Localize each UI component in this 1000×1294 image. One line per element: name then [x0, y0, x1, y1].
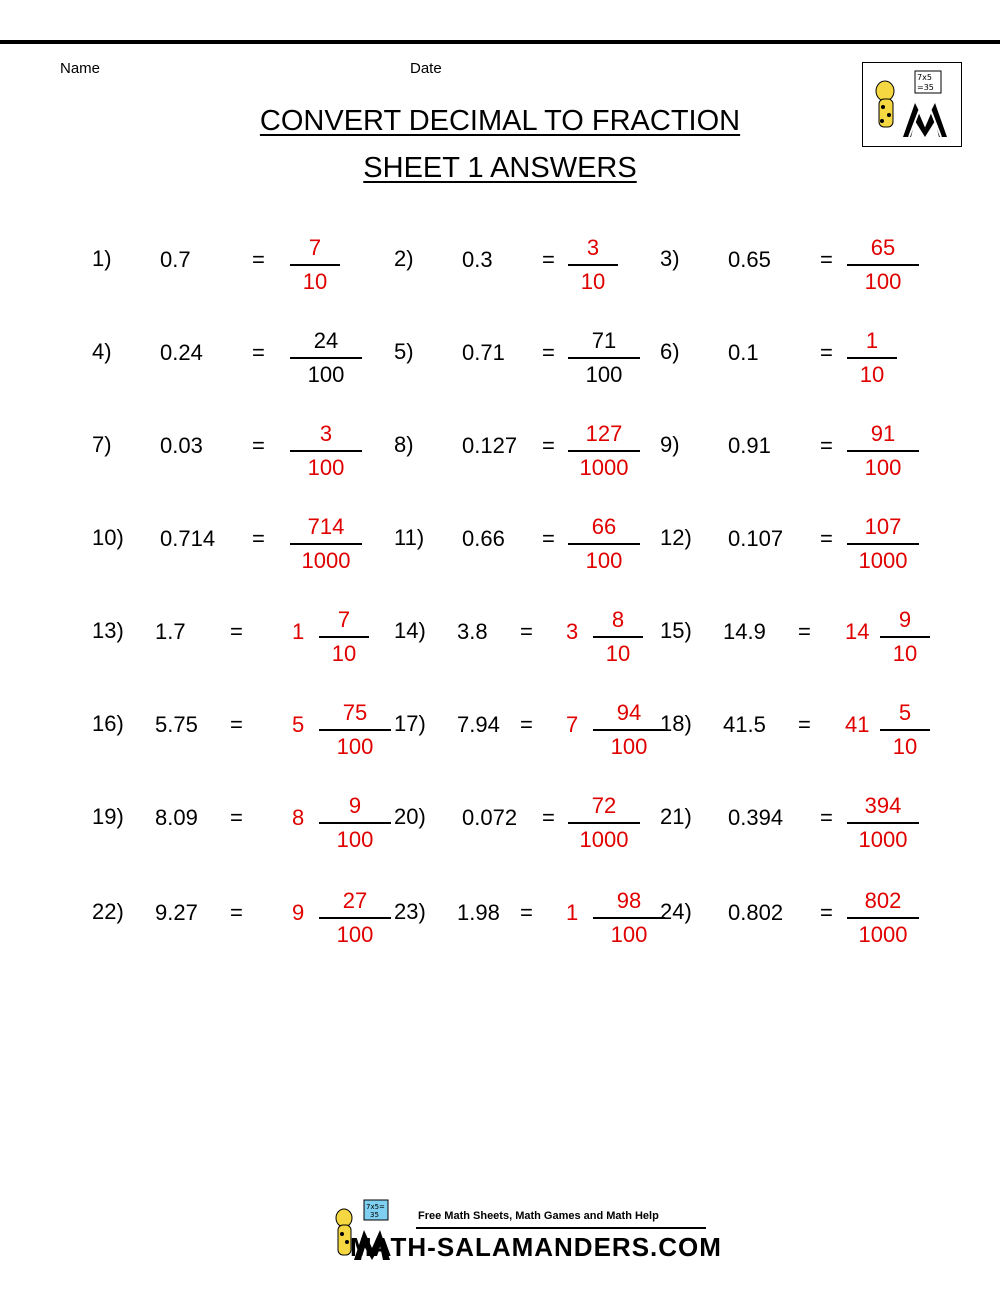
date-label: Date — [410, 60, 442, 77]
denominator: 1000 — [579, 827, 629, 852]
denominator: 10 — [580, 269, 606, 294]
decimal-value: 0.91 — [728, 433, 771, 458]
denominator: 10 — [892, 734, 918, 759]
denominator: 100 — [585, 362, 623, 387]
numerator: 66 — [591, 514, 617, 539]
problem-number: 9) — [660, 432, 680, 457]
problem-number: 23) — [394, 899, 426, 924]
page-subtitle: SHEET 1 ANSWERS — [363, 152, 637, 184]
denominator: 10 — [859, 362, 885, 387]
whole-number: 8 — [292, 805, 305, 830]
fraction-bar — [847, 450, 919, 452]
equals-sign: = — [820, 247, 833, 272]
fraction-bar — [568, 822, 640, 824]
numerator: 72 — [591, 793, 617, 818]
numerator: 9 — [898, 607, 912, 632]
decimal-value: 0.127 — [462, 433, 518, 458]
problem-number: 16) — [92, 711, 124, 736]
problem-number: 1) — [92, 246, 112, 271]
equals-sign: = — [252, 247, 265, 272]
problem-number: 2) — [394, 246, 414, 271]
fraction — [285, 419, 367, 483]
fraction — [563, 419, 645, 483]
whole-number: 1 — [566, 900, 579, 925]
problem-number: 20) — [394, 804, 426, 829]
denominator: 100 — [610, 734, 648, 759]
problem-number: 7) — [92, 432, 112, 457]
fraction-bar — [319, 729, 391, 731]
problem-number: 15) — [660, 618, 692, 643]
equals-sign: = — [230, 900, 243, 925]
decimal-value: 0.107 — [728, 526, 784, 551]
svg-text:7x5=: 7x5= — [366, 1203, 385, 1211]
svg-text:35: 35 — [370, 1211, 379, 1219]
fraction-bar — [290, 450, 362, 452]
fraction — [875, 605, 935, 669]
fraction — [285, 512, 367, 576]
equals-sign: = — [798, 619, 811, 644]
fraction-bar — [568, 450, 640, 452]
denominator: 10 — [302, 269, 328, 294]
denominator: 100 — [307, 362, 345, 387]
fraction — [285, 233, 345, 297]
decimal-value: 1.98 — [457, 900, 500, 925]
whole-number: 14 — [845, 619, 870, 644]
fraction — [842, 512, 924, 576]
decimal-value: 0.1 — [728, 340, 759, 365]
fraction-bar — [847, 917, 919, 919]
problem-number: 21) — [660, 804, 692, 829]
name-label: Name — [60, 60, 101, 77]
whole-number: 1 — [292, 619, 305, 644]
denominator: 100 — [864, 455, 902, 480]
numerator: 65 — [870, 235, 896, 260]
equals-sign: = — [542, 247, 555, 272]
numerator: 75 — [342, 700, 368, 725]
whole-number: 9 — [292, 900, 305, 925]
numerator: 71 — [591, 328, 617, 353]
fraction — [285, 326, 367, 390]
whole-number: 5 — [292, 712, 305, 737]
decimal-value: 0.66 — [462, 526, 505, 551]
decimal-value: 0.714 — [160, 526, 216, 551]
fraction-bar — [847, 264, 919, 266]
svg-text:=35: =35 — [917, 83, 934, 92]
decimal-value: 0.3 — [462, 247, 493, 272]
fraction-bar — [568, 543, 640, 545]
footer-brand: MATH-SALAMANDERS.COM — [350, 1232, 722, 1262]
decimal-value: 8.09 — [155, 805, 198, 830]
fraction — [588, 886, 670, 950]
problem-number: 11) — [394, 525, 425, 550]
problem-number: 4) — [92, 339, 112, 364]
fraction-bar — [593, 917, 665, 919]
problem-number: 12) — [660, 525, 692, 550]
fraction — [314, 698, 396, 762]
problem-number: 5) — [394, 339, 414, 364]
fraction — [563, 791, 645, 855]
equals-sign: = — [798, 712, 811, 737]
denominator: 1000 — [858, 827, 908, 852]
numerator: 5 — [898, 700, 912, 725]
fraction — [563, 326, 645, 390]
fraction — [588, 698, 670, 762]
numerator: 24 — [313, 328, 339, 353]
decimal-value: 0.65 — [728, 247, 771, 272]
whole-number: 7 — [566, 712, 579, 737]
fraction — [314, 886, 396, 950]
equals-sign: = — [252, 526, 265, 551]
denominator: 10 — [331, 641, 357, 666]
decimal-value: 14.9 — [723, 619, 766, 644]
fraction — [314, 791, 396, 855]
decimal-value: 0.71 — [462, 340, 505, 365]
problem-number: 17) — [394, 711, 426, 736]
numerator: 94 — [616, 700, 642, 725]
equals-sign: = — [820, 433, 833, 458]
page-title: CONVERT DECIMAL TO FRACTION — [259, 105, 741, 137]
fraction — [842, 419, 924, 483]
problem-number: 8) — [394, 432, 414, 457]
denominator: 10 — [605, 641, 631, 666]
decimal-value: 0.24 — [160, 340, 203, 365]
numerator: 27 — [342, 888, 368, 913]
numerator: 802 — [864, 888, 902, 913]
decimal-value: 7.94 — [457, 712, 500, 737]
fraction-bar — [880, 636, 930, 638]
problem-number: 13) — [92, 618, 124, 643]
equals-sign: = — [820, 526, 833, 551]
fraction-bar — [847, 357, 897, 359]
decimal-value: 0.072 — [462, 805, 518, 830]
salamander-logo — [862, 62, 962, 147]
denominator: 10 — [892, 641, 918, 666]
numerator: 98 — [616, 888, 642, 913]
equals-sign: = — [230, 805, 243, 830]
problem-number: 10) — [92, 525, 124, 550]
decimal-value: 41.5 — [723, 712, 766, 737]
fraction-bar — [290, 264, 340, 266]
denominator: 100 — [336, 827, 374, 852]
problem-number: 22) — [92, 899, 124, 924]
denominator: 100 — [585, 548, 623, 573]
fraction-bar — [319, 917, 391, 919]
fraction — [563, 233, 623, 297]
decimal-value: 0.394 — [728, 805, 784, 830]
equals-sign: = — [252, 340, 265, 365]
fraction-bar — [568, 357, 640, 359]
fraction-bar — [847, 543, 919, 545]
footer-divider — [416, 1227, 706, 1229]
denominator: 1000 — [858, 548, 908, 573]
decimal-value: 9.27 — [155, 900, 198, 925]
denominator: 100 — [336, 922, 374, 947]
equals-sign: = — [520, 712, 533, 737]
denominator: 100 — [307, 455, 345, 480]
fraction-bar — [568, 264, 618, 266]
numerator: 714 — [307, 514, 345, 539]
denominator: 100 — [610, 922, 648, 947]
fraction — [875, 698, 935, 762]
numerator: 3 — [319, 421, 333, 446]
equals-sign: = — [252, 433, 265, 458]
fraction-bar — [290, 357, 362, 359]
problem-number: 18) — [660, 711, 692, 736]
denominator: 100 — [864, 269, 902, 294]
problem-number: 24) — [660, 899, 692, 924]
denominator: 1000 — [301, 548, 351, 573]
fraction — [588, 605, 648, 669]
denominator: 1000 — [579, 455, 629, 480]
problem-number: 14) — [394, 618, 426, 643]
equals-sign: = — [230, 619, 243, 644]
problem-number: 19) — [92, 804, 124, 829]
equals-sign: = — [542, 340, 555, 365]
footer-tagline: Free Math Sheets, Math Games and Math Help — [418, 1210, 659, 1222]
equals-sign: = — [820, 805, 833, 830]
decimal-value: 1.7 — [155, 619, 186, 644]
numerator: 9 — [348, 793, 362, 818]
numerator: 394 — [864, 793, 902, 818]
equals-sign: = — [520, 900, 533, 925]
numerator: 91 — [870, 421, 896, 446]
decimal-value: 0.7 — [160, 247, 191, 272]
whole-number: 41 — [845, 712, 870, 737]
equals-sign: = — [230, 712, 243, 737]
decimal-value: 3.8 — [457, 619, 488, 644]
numerator: 7 — [337, 607, 351, 632]
fraction — [842, 791, 924, 855]
equals-sign: = — [542, 805, 555, 830]
denominator: 100 — [336, 734, 374, 759]
fraction-bar — [593, 636, 643, 638]
numerator: 127 — [585, 421, 623, 446]
numerator: 8 — [611, 607, 625, 632]
equals-sign: = — [542, 433, 555, 458]
numerator: 7 — [308, 235, 322, 260]
fraction — [842, 886, 924, 950]
decimal-value: 0.802 — [728, 900, 784, 925]
problem-number: 6) — [660, 339, 680, 364]
equals-sign: = — [820, 340, 833, 365]
fraction-bar — [847, 822, 919, 824]
numerator: 1 — [865, 328, 879, 353]
svg-text:7x5: 7x5 — [917, 73, 932, 82]
equals-sign: = — [542, 526, 555, 551]
denominator: 1000 — [858, 922, 908, 947]
problem-number: 3) — [660, 246, 680, 271]
equals-sign: = — [520, 619, 533, 644]
decimal-value: 5.75 — [155, 712, 198, 737]
fraction-bar — [593, 729, 665, 731]
fraction — [842, 233, 924, 297]
fraction-bar — [319, 636, 369, 638]
equals-sign: = — [820, 900, 833, 925]
decimal-value: 0.03 — [160, 433, 203, 458]
numerator: 107 — [864, 514, 902, 539]
whole-number: 3 — [566, 619, 579, 644]
numerator: 3 — [586, 235, 600, 260]
fraction — [842, 326, 902, 390]
fraction-bar — [319, 822, 391, 824]
top-rule — [0, 40, 1000, 44]
fraction-bar — [880, 729, 930, 731]
fraction-bar — [290, 543, 362, 545]
fraction — [563, 512, 645, 576]
fraction — [314, 605, 374, 669]
